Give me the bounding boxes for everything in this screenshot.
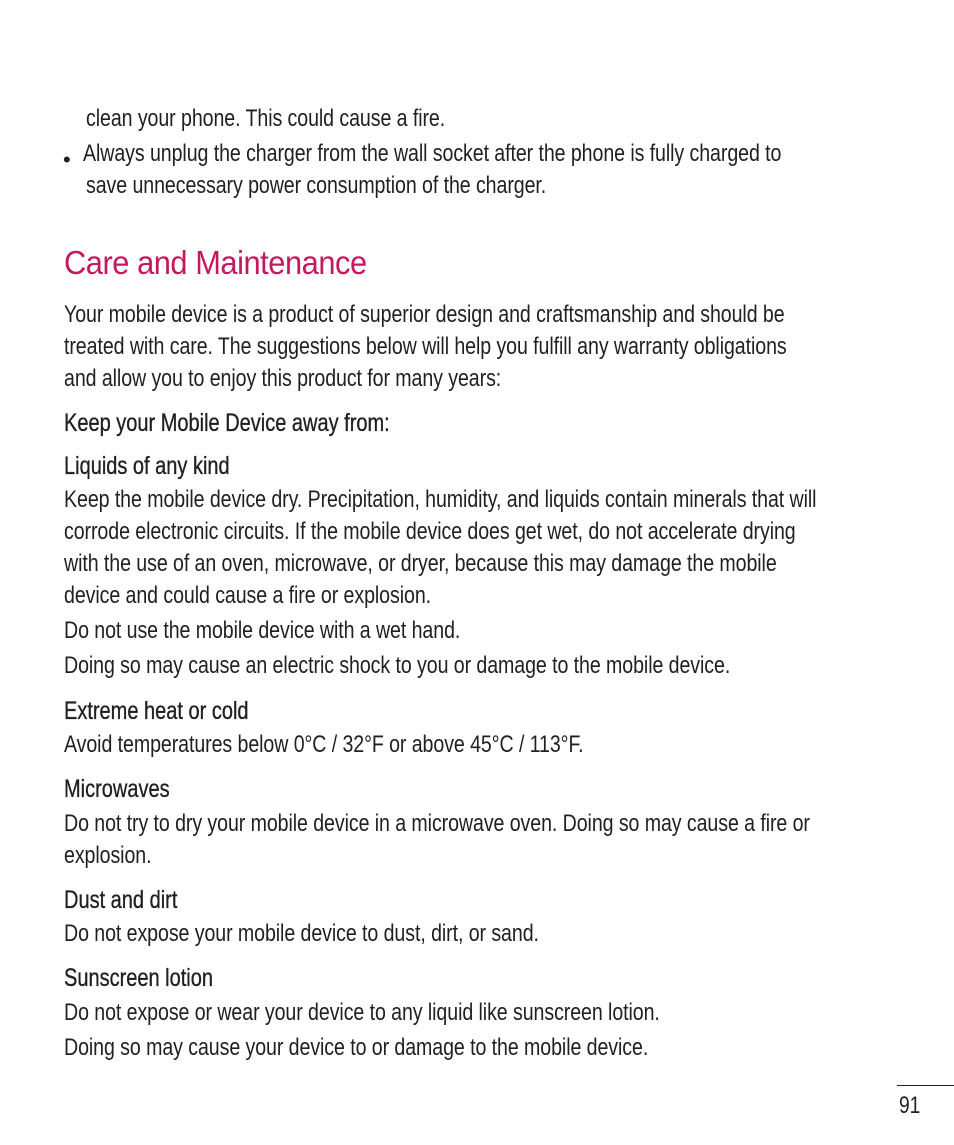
continued-text: clean your phone. This could cause a fire.	[86, 105, 446, 132]
liquids-text-line-4: device and could cause a fire or explosion.	[64, 582, 432, 609]
intro-paragraph-line-2: treated with care. The suggestions below will help you fulfill any warranty obligations	[64, 333, 787, 360]
liquids-text-line-6: Doing so may cause an electric shock to you or damage to the mobile device.	[64, 652, 731, 679]
liquids-heading: Liquids of any kind	[64, 452, 230, 480]
heat-heading: Extreme heat or cold	[64, 697, 249, 725]
microwaves-heading: Microwaves	[64, 775, 170, 803]
intro-paragraph-line-1: Your mobile device is a product of superior design and craftsmanship and should be	[64, 301, 785, 328]
heat-text-line-1: Avoid temperatures below 0°C / 32°F or above 45°C / 113°F.	[64, 731, 584, 758]
liquids-text-line-5: Do not use the mobile device with a wet hand.	[64, 617, 461, 644]
page-number: 91	[899, 1092, 921, 1119]
dust-text-line-1: Do not expose your mobile device to dust, dirt, or sand.	[64, 920, 539, 947]
liquids-text-line-3: with the use of an oven, microwave, or dryer, because this may damage the mobile	[64, 550, 777, 577]
dust-heading: Dust and dirt	[64, 886, 178, 914]
section-title: Care and Maintenance	[64, 245, 367, 282]
bullet-text-line-2: save unnecessary power consumption of the charger.	[86, 172, 547, 199]
bullet-text-line-1: Always unplug the charger from the wall socket after the phone is fully charged to	[83, 140, 782, 167]
liquids-text-line-2: corrode electronic circuits. If the mobile device does get wet, do not accelerate drying	[64, 518, 796, 545]
microwaves-text-line-1: Do not try to dry your mobile device in a microwave oven. Doing so may cause a fire or	[64, 810, 810, 837]
sunscreen-heading: Sunscreen lotion	[64, 964, 213, 992]
microwaves-text-line-2: explosion.	[64, 842, 152, 869]
intro-paragraph-line-3: and allow you to enjoy this product for many years:	[64, 365, 502, 392]
bullet-dot-icon: •	[63, 147, 71, 172]
sunscreen-text-line-1: Do not expose or wear your device to any liquid like sunscreen lotion.	[64, 999, 660, 1026]
footer-rule	[897, 1085, 954, 1086]
liquids-text-line-1: Keep the mobile device dry. Precipitation, humidity, and liquids contain minerals that will	[64, 486, 817, 513]
sunscreen-text-line-2: Doing so may cause your device to or damage to the mobile device.	[64, 1034, 649, 1061]
keep-away-heading: Keep your Mobile Device away from:	[64, 409, 390, 437]
